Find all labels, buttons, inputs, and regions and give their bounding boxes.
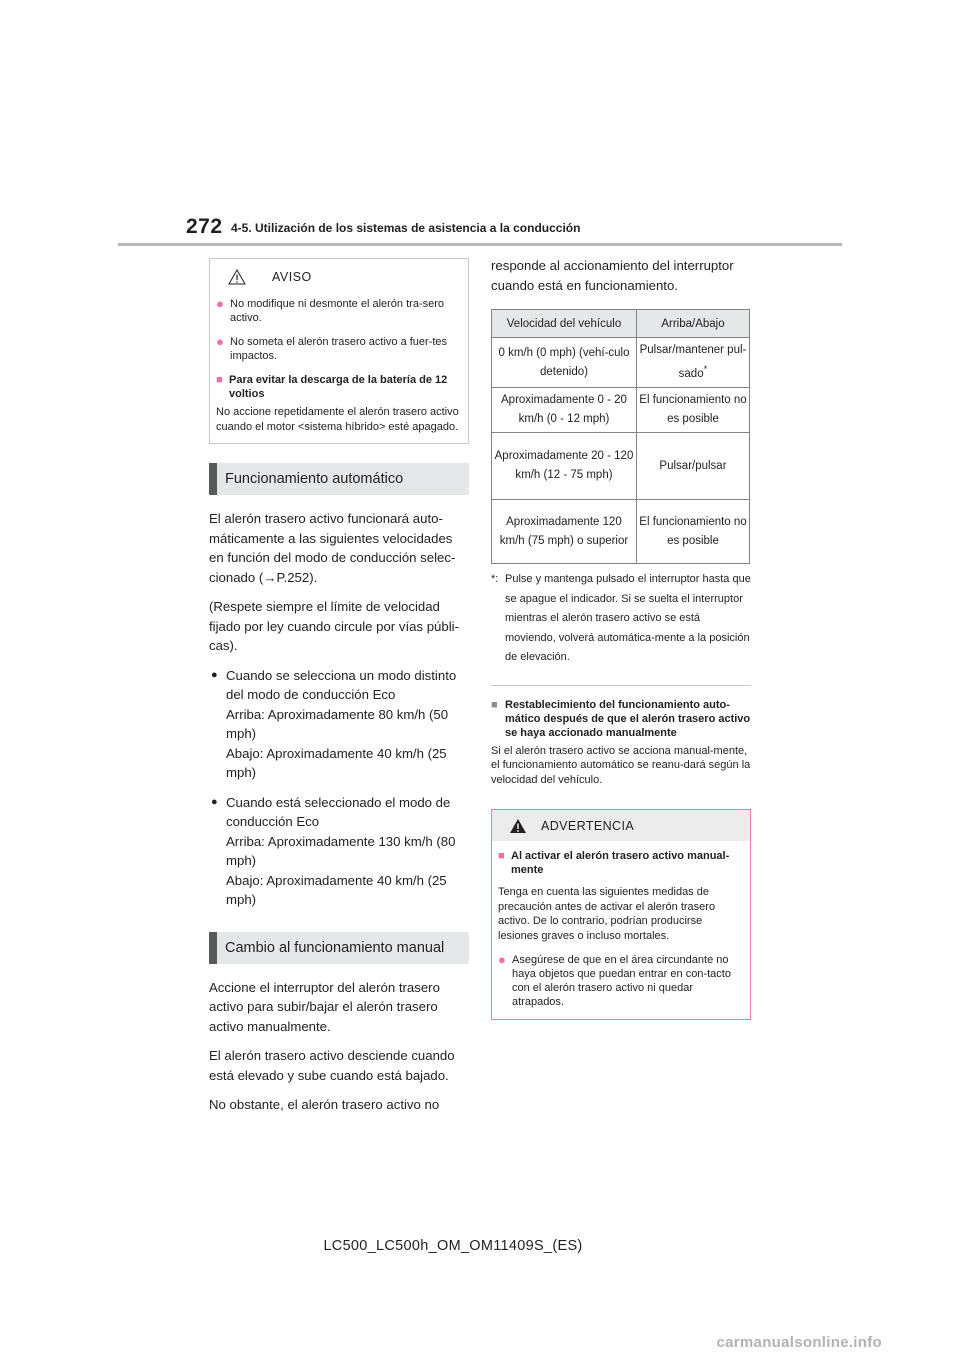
mode-text: Cuando se selecciona un modo distinto del modo de conducción Eco — [226, 667, 457, 702]
battery-heading-text: Para evitar la descarga de la batería de 12 voltios — [229, 374, 448, 400]
cell-speed: Aproximadamente 120 km/h (75 mph) o superior — [492, 500, 637, 564]
pink-bullet-icon: ● — [216, 296, 224, 311]
divider — [491, 685, 751, 686]
cell-action — [636, 338, 749, 388]
pink-bullet-icon: ● — [216, 334, 224, 349]
auto-para-1: El alerón trasero activo funcionará auto-máticamente a las siguientes velocidades en función del modo de conducción selec-cionado (→P.252). — [209, 511, 456, 585]
battery-text: No accione repetidamente el alerón trasero activo cuando el motor <sistema híbrido> esté apagado. — [216, 406, 459, 433]
mode-up: Arriba: Aproximadamente 80 km/h (50 mph) — [226, 706, 449, 741]
section-title: 4-5. Utilización de los sistemas de asistencia a la conducción — [231, 221, 581, 235]
black-bullet-icon: ● — [211, 795, 218, 808]
table-header-row — [492, 310, 750, 338]
right-column — [491, 256, 751, 1020]
document-footer: LC500_LC500h_OM_OM11409S_(ES) — [323, 1238, 583, 1254]
footnote-mark: * — [703, 364, 708, 376]
manual-heading: Cambio al funcionamiento manual — [209, 932, 469, 964]
square-bullet-icon: ■ — [216, 374, 223, 386]
manual-para-3: No obstante, el alerón trasero activo no — [209, 1097, 440, 1112]
page-number: 272 — [186, 215, 223, 238]
aviso-item-text: No modifique ni desmonte el alerón tra-sero activo. — [230, 298, 445, 324]
watermark: carmanualsonline.info — [716, 1334, 882, 1351]
auto-heading: Funcionamiento automático — [209, 463, 469, 495]
pink-bullet-icon: ● — [498, 952, 506, 967]
mode-down: Abajo: Aproximadamente 40 km/h (25 mph) — [226, 745, 447, 780]
caution-triangle-icon — [228, 269, 246, 285]
cell-speed: 0 km/h (0 mph) (vehí-culo detenido) — [492, 338, 637, 388]
col-header-action: Arriba/Abajo — [636, 310, 749, 338]
aviso-header — [216, 265, 462, 289]
advertencia-box — [491, 809, 751, 1020]
table-row — [492, 338, 750, 388]
footnote-text: Pulse y mantenga pulsado el interruptor hasta que se apague el indicador. Si se suelta el interruptor mientras el alerón trasero activo se está moviendo, volverá automática-mente a la posición de elevación. — [505, 573, 751, 663]
aviso-title: AVISO — [272, 270, 312, 284]
restore-heading-text: Restablecimiento del funcionamiento auto-mático después de que el alerón trasero activo se haya accionado manualmente — [505, 698, 751, 739]
black-bullet-icon: ● — [211, 668, 218, 681]
square-bullet-icon: ■ — [491, 698, 498, 711]
mode-down: Abajo: Aproximadamente 40 km/h (25 mph) — [226, 872, 447, 907]
cell-action: El funcionamiento no es posible — [636, 388, 749, 433]
manual-para-1: Accione el interruptor del alerón trasero activo para subir/bajar el alerón trasero activo manualmente. — [209, 979, 440, 1034]
advertencia-body — [492, 841, 750, 1019]
cell-action: El funcionamiento no es posible — [636, 500, 749, 564]
cell-speed: Aproximadamente 0 - 20 km/h (0 - 12 mph) — [492, 388, 637, 433]
table-footnote — [491, 570, 751, 668]
manual-continuation: responde al accionamiento del interruptor cuando está en funcionamiento. — [491, 258, 734, 293]
advertencia-heading — [498, 849, 744, 877]
mode-up: Arriba: Aproximadamente 130 km/h (80 mph) — [226, 833, 456, 868]
footnote-marker: *: — [491, 573, 499, 585]
table-row — [492, 500, 750, 564]
aviso-box — [209, 258, 469, 444]
battery-heading — [216, 373, 462, 401]
warning-triangle-icon — [509, 818, 527, 834]
aviso-item — [216, 297, 462, 325]
restore-heading — [491, 698, 751, 740]
manual-para-2: El alerón trasero activo desciende cuando está elevado y sube cuando está bajado. — [209, 1048, 455, 1083]
advertencia-title: ADVERTENCIA — [541, 818, 635, 833]
aviso-item-text: No someta el alerón trasero activo a fuer-tes impactos. — [230, 336, 448, 362]
restore-text: Si el alerón trasero activo se acciona manual-mente, el funcionamiento automático se reanu-dará según la velocidad del vehículo. — [491, 744, 751, 786]
auto-para-2: (Respete siempre el límite de velocidad fijado por ley cuando circule por vías públi-cas). — [209, 599, 459, 653]
advertencia-header — [492, 810, 750, 841]
table-row — [492, 433, 750, 500]
advertencia-heading-text: Al activar el alerón trasero activo manual-mente — [511, 850, 730, 876]
square-bullet-icon: ■ — [498, 850, 505, 862]
table-row — [492, 388, 750, 433]
advertencia-item-text: Asegúrese de que en el área circundante no haya objetos que puedan entrar en con-tacto con el alerón trasero activo ni quedar atrapados. — [512, 954, 731, 1008]
cell-speed: Aproximadamente 20 - 120 km/h (12 - 75 mph) — [492, 433, 637, 500]
advertencia-text: Tenga en cuenta las siguientes medidas de precaución antes de activar el alerón trasero activo. De lo contrario, podrían producirse lesiones graves o incluso mortales. — [498, 886, 716, 942]
advertencia-item — [498, 953, 744, 1009]
mode-item — [209, 666, 469, 783]
left-column — [209, 258, 469, 1115]
mode-item — [209, 793, 469, 910]
header-rule — [118, 243, 842, 246]
cell-action: Pulsar/pulsar — [636, 433, 749, 500]
col-header-speed: Velocidad del vehículo — [492, 310, 637, 338]
aviso-item — [216, 335, 462, 363]
mode-text: Cuando está seleccionado el modo de conducción Eco — [226, 794, 451, 829]
speed-table — [491, 309, 750, 564]
cell-action-text: Pulsar/mantener pul-sado — [639, 344, 747, 380]
